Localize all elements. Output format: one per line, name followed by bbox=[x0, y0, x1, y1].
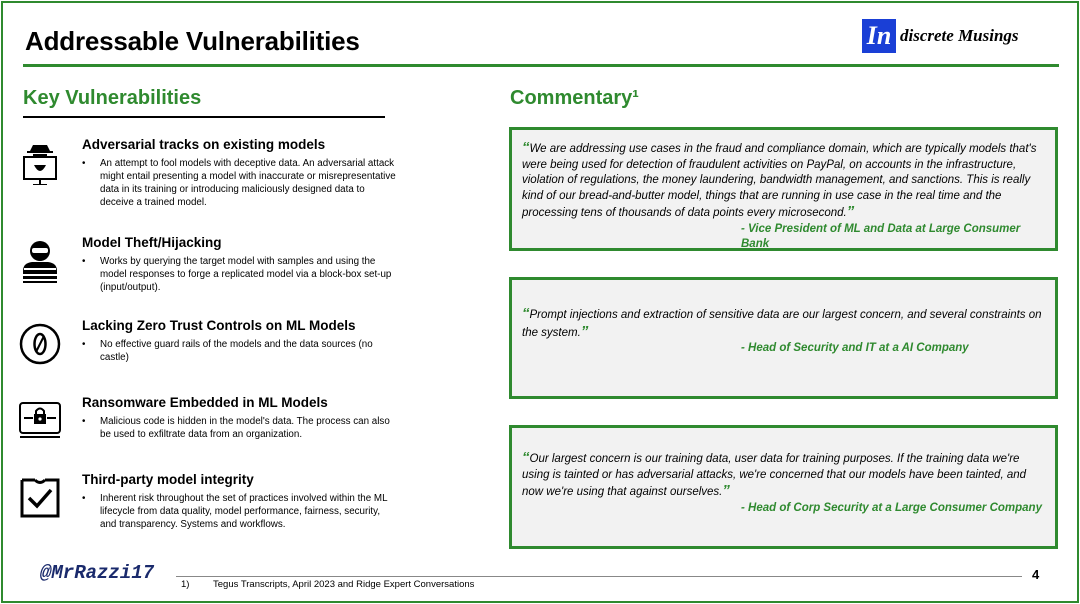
vulnerability-description: • No effective guard rails of the models and the data sources (no castle) bbox=[82, 338, 398, 364]
quote-body: We are addressing use cases in the fraud and compliance domain, which are typically models that's were being used for detection of fraudulent activities on PayPal, on accounts in the infrastructure, violation of regulations, the money laundering, bandwidth management, and sanctions. This is really kind of our bread-and-butter model, things that are running in use case in the real time and the processing tens of thousands of data points every microsecond. bbox=[522, 143, 1037, 219]
quote-box bbox=[509, 425, 1058, 549]
quote-attribution: - Head of Security and IT at a AI Company bbox=[741, 342, 969, 354]
vulnerability-title: Model Theft/Hijacking bbox=[82, 235, 222, 250]
commentary-heading: Commentary¹ bbox=[510, 87, 639, 109]
vulnerability-title: Third-party model integrity bbox=[82, 472, 254, 487]
footer-divider bbox=[176, 576, 1022, 577]
quote-body: Our largest concern is our training data, user data for training purposes. If the training data we're using is tainted or has adversarial attacks, we're concerned that our models have been tainted, and now we're using that against ourselves. bbox=[522, 453, 1027, 498]
quote-box bbox=[509, 277, 1058, 399]
close-quote-mark: ” bbox=[580, 322, 589, 340]
locked-laptop-icon bbox=[18, 399, 62, 443]
vulnerability-title: Adversarial tracks on existing models bbox=[82, 137, 326, 152]
page-number: 4 bbox=[1032, 567, 1040, 582]
title-divider bbox=[23, 64, 1059, 67]
key-vulnerabilities-heading: Key Vulnerabilities bbox=[23, 87, 202, 109]
logo-mark: In bbox=[862, 19, 896, 53]
vulnerability-description: • An attempt to fool models with deceptive data. An adversarial attack might entail presenting a model with inaccurate or misrepresentative data in its training or introducing maliciously designed data to deceive a trained model. bbox=[82, 157, 398, 209]
vulnerability-item bbox=[18, 395, 398, 455]
vulnerability-item bbox=[18, 318, 398, 378]
vulnerability-description: • Works by querying the target model with samples and using the model responses to forge a replicated model via a block-box set-up (input/output). bbox=[82, 255, 398, 294]
footnote bbox=[181, 579, 474, 590]
zero-circle-icon bbox=[18, 322, 62, 366]
quote-body: Prompt injections and extraction of sensitive data are our largest concern, and several constraints on the system. bbox=[522, 309, 1042, 339]
author-handle: @MrRazzi17 bbox=[40, 562, 155, 584]
thief-icon bbox=[18, 239, 62, 283]
hacker-computer-icon bbox=[18, 141, 62, 185]
vulnerability-item bbox=[18, 137, 398, 217]
quote-text bbox=[522, 450, 1045, 501]
footnote-number: 1) bbox=[181, 579, 190, 590]
checkbox-icon bbox=[18, 476, 62, 520]
left-section-divider bbox=[23, 116, 385, 118]
open-quote-mark: “ bbox=[522, 449, 530, 466]
vulnerability-item bbox=[18, 472, 398, 542]
vulnerability-description: • Inherent risk throughout the set of practices involved within the ML lifecycle from data quality, model performance, fairness, security, and transparency. Systems and workflows. bbox=[82, 492, 398, 531]
close-quote-mark: ” bbox=[846, 203, 855, 220]
open-quote-mark: “ bbox=[522, 139, 530, 156]
logo bbox=[862, 19, 1019, 53]
quote-attribution: - Head of Corp Security at a Large Consumer Company bbox=[741, 501, 1042, 514]
quote-attribution: - Vice President of ML and Data at Large Consumer Bank bbox=[741, 222, 1021, 250]
vulnerability-title: Lacking Zero Trust Controls on ML Models bbox=[82, 318, 356, 333]
quote-text bbox=[522, 140, 1045, 222]
footnote-text: Tegus Transcripts, April 2023 and Ridge Expert Conversations bbox=[213, 579, 475, 590]
quote-box bbox=[509, 127, 1058, 251]
close-quote-mark: ” bbox=[722, 482, 730, 499]
page-title: Addressable Vulnerabilities bbox=[25, 26, 360, 56]
logo-text: discrete Musings bbox=[900, 26, 1019, 45]
vulnerability-item bbox=[18, 235, 398, 305]
quote-text bbox=[522, 306, 1045, 341]
vulnerability-description: • Malicious code is hidden in the model's data. The process can also be used to exfiltrate data from an organization. bbox=[82, 415, 398, 441]
open-quote-mark: “ bbox=[522, 305, 530, 322]
vulnerability-title: Ransomware Embedded in ML Models bbox=[82, 395, 328, 410]
